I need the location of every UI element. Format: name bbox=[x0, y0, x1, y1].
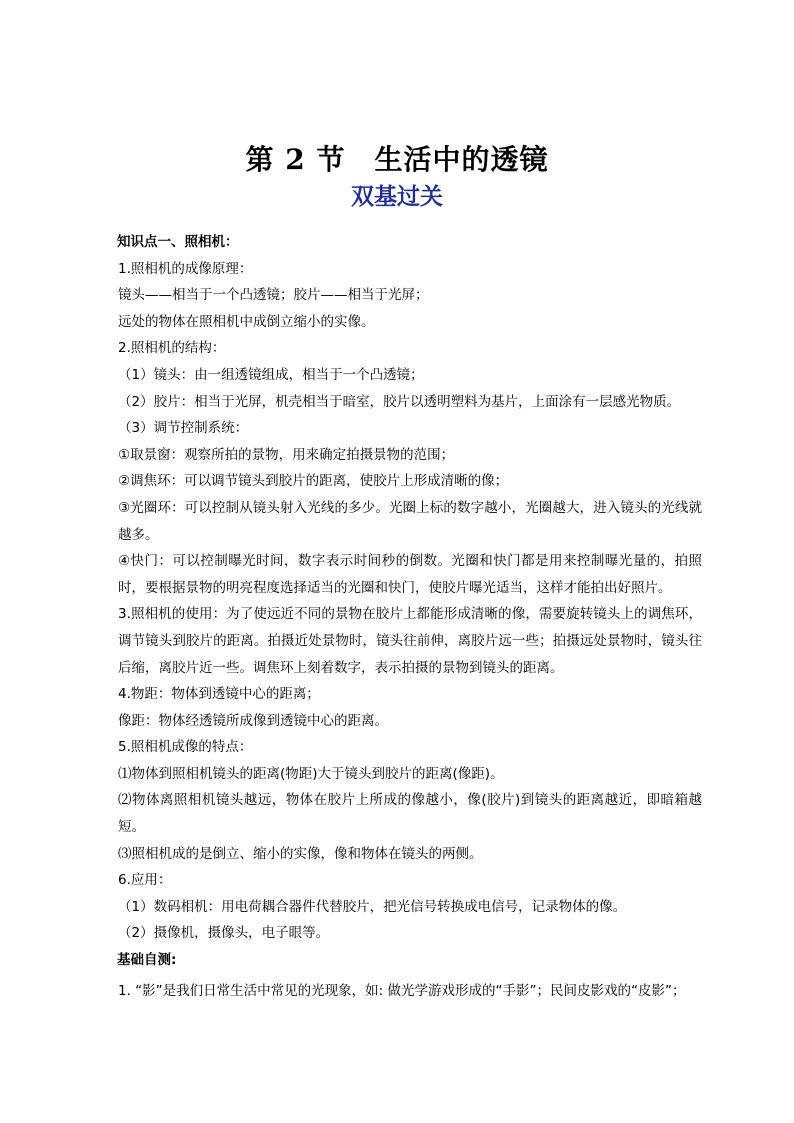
paragraph-line: 像距：物体经透镜所成像到透镜中心的距离。 bbox=[118, 712, 388, 729]
section-heading-self-test: 基础自测: bbox=[117, 952, 177, 969]
paragraph-line: ③光圈环：可以控制从镜头射入光线的多少。光圈上标的数字越小，光圈越大，进入镜头的光线就越多。 bbox=[118, 499, 702, 543]
paragraph-line: ④快门：可以控制曝光时间，数字表示时间秒的倒数。光圈和快门都是用来控制曝光量的，拍照时，要根据景物的明亮程度选择适当的光圈和快门，使胶片曝光适当，这样才能拍出好照片。 bbox=[118, 553, 702, 596]
page-subtitle: 双基过关 bbox=[351, 183, 443, 210]
paragraph-line: 3.照相机的使用：为了使远近不同的景物在胶片上都能形成清晰的像，需要旋转镜头上的调焦环，调节镜头到胶片的距离。拍摄近处景物时，镜头往前伸，离胶片远一些；拍摄远处景物时，镜头往后缩，离胶片近一些。调焦环上刻着数字，表示拍摄的景物到镜头的距离。 bbox=[118, 606, 702, 676]
paragraph-line: ⑵物体离照相机镜头越远，物体在胶片上所成的像越小，像(胶片)到镜头的距离越近，即暗箱越短。 bbox=[118, 792, 702, 836]
paragraph-line: ⑶照相机成的是倒立、缩小的实像，像和物体在镜头的两侧。 bbox=[118, 845, 483, 862]
paragraph-line: （1）镜头：由一组透镜组成，相当于一个凸透镜； bbox=[118, 366, 424, 383]
question-line: 1. “影”是我们日常生活中常见的光现象，如: 做光学游戏形成的“手影”；民间皮影戏的“皮影”； bbox=[118, 982, 686, 999]
paragraph-line: （1）数码相机：用电荷耦合器件代替胶片，把光信号转换成电信号，记录物体的像。 bbox=[118, 898, 627, 915]
paragraph-line: 镜头——相当于一个凸透镜；胶片——相当于光屏； bbox=[118, 287, 429, 304]
paragraph-line: 6.应用： bbox=[118, 872, 172, 889]
paragraph-line: ②调焦环：可以调节镜头到胶片的距离，使胶片上形成清晰的像； bbox=[118, 473, 509, 490]
paragraph-line: 远处的物体在照相机中成倒立缩小的实像。 bbox=[118, 313, 375, 330]
paragraph-line: 1.照相机的成像原理： bbox=[118, 260, 253, 277]
paragraph-line: ①取景窗：观察所拍的景物，用来确定拍摄景物的范围； bbox=[118, 446, 455, 463]
paragraph-line: ⑴物体到照相机镜头的距离(物距)大于镜头到胶片的距离(像距)。 bbox=[118, 765, 504, 782]
paragraph-line: 2.照相机的结构： bbox=[118, 340, 226, 357]
paragraph-line: 5.照相机成像的特点： bbox=[118, 739, 253, 756]
paragraph-line: （3）调节控制系统： bbox=[118, 420, 249, 437]
section-heading-camera: 知识点一、照相机： bbox=[117, 234, 239, 250]
paragraph-line: （2）摄像机，摄像头，电子眼等。 bbox=[118, 925, 330, 942]
paragraph-line: （2）胶片：相当于光屏，机壳相当于暗室，胶片以透明塑料为基片，上面涂有一层感光物质。 bbox=[118, 393, 681, 410]
document-body bbox=[118, 229, 702, 1004]
paragraph-line: 4.物距：物体到透镜中心的距离； bbox=[118, 686, 320, 703]
page-title: 第 2 节 生活中的透镜 bbox=[245, 143, 549, 176]
